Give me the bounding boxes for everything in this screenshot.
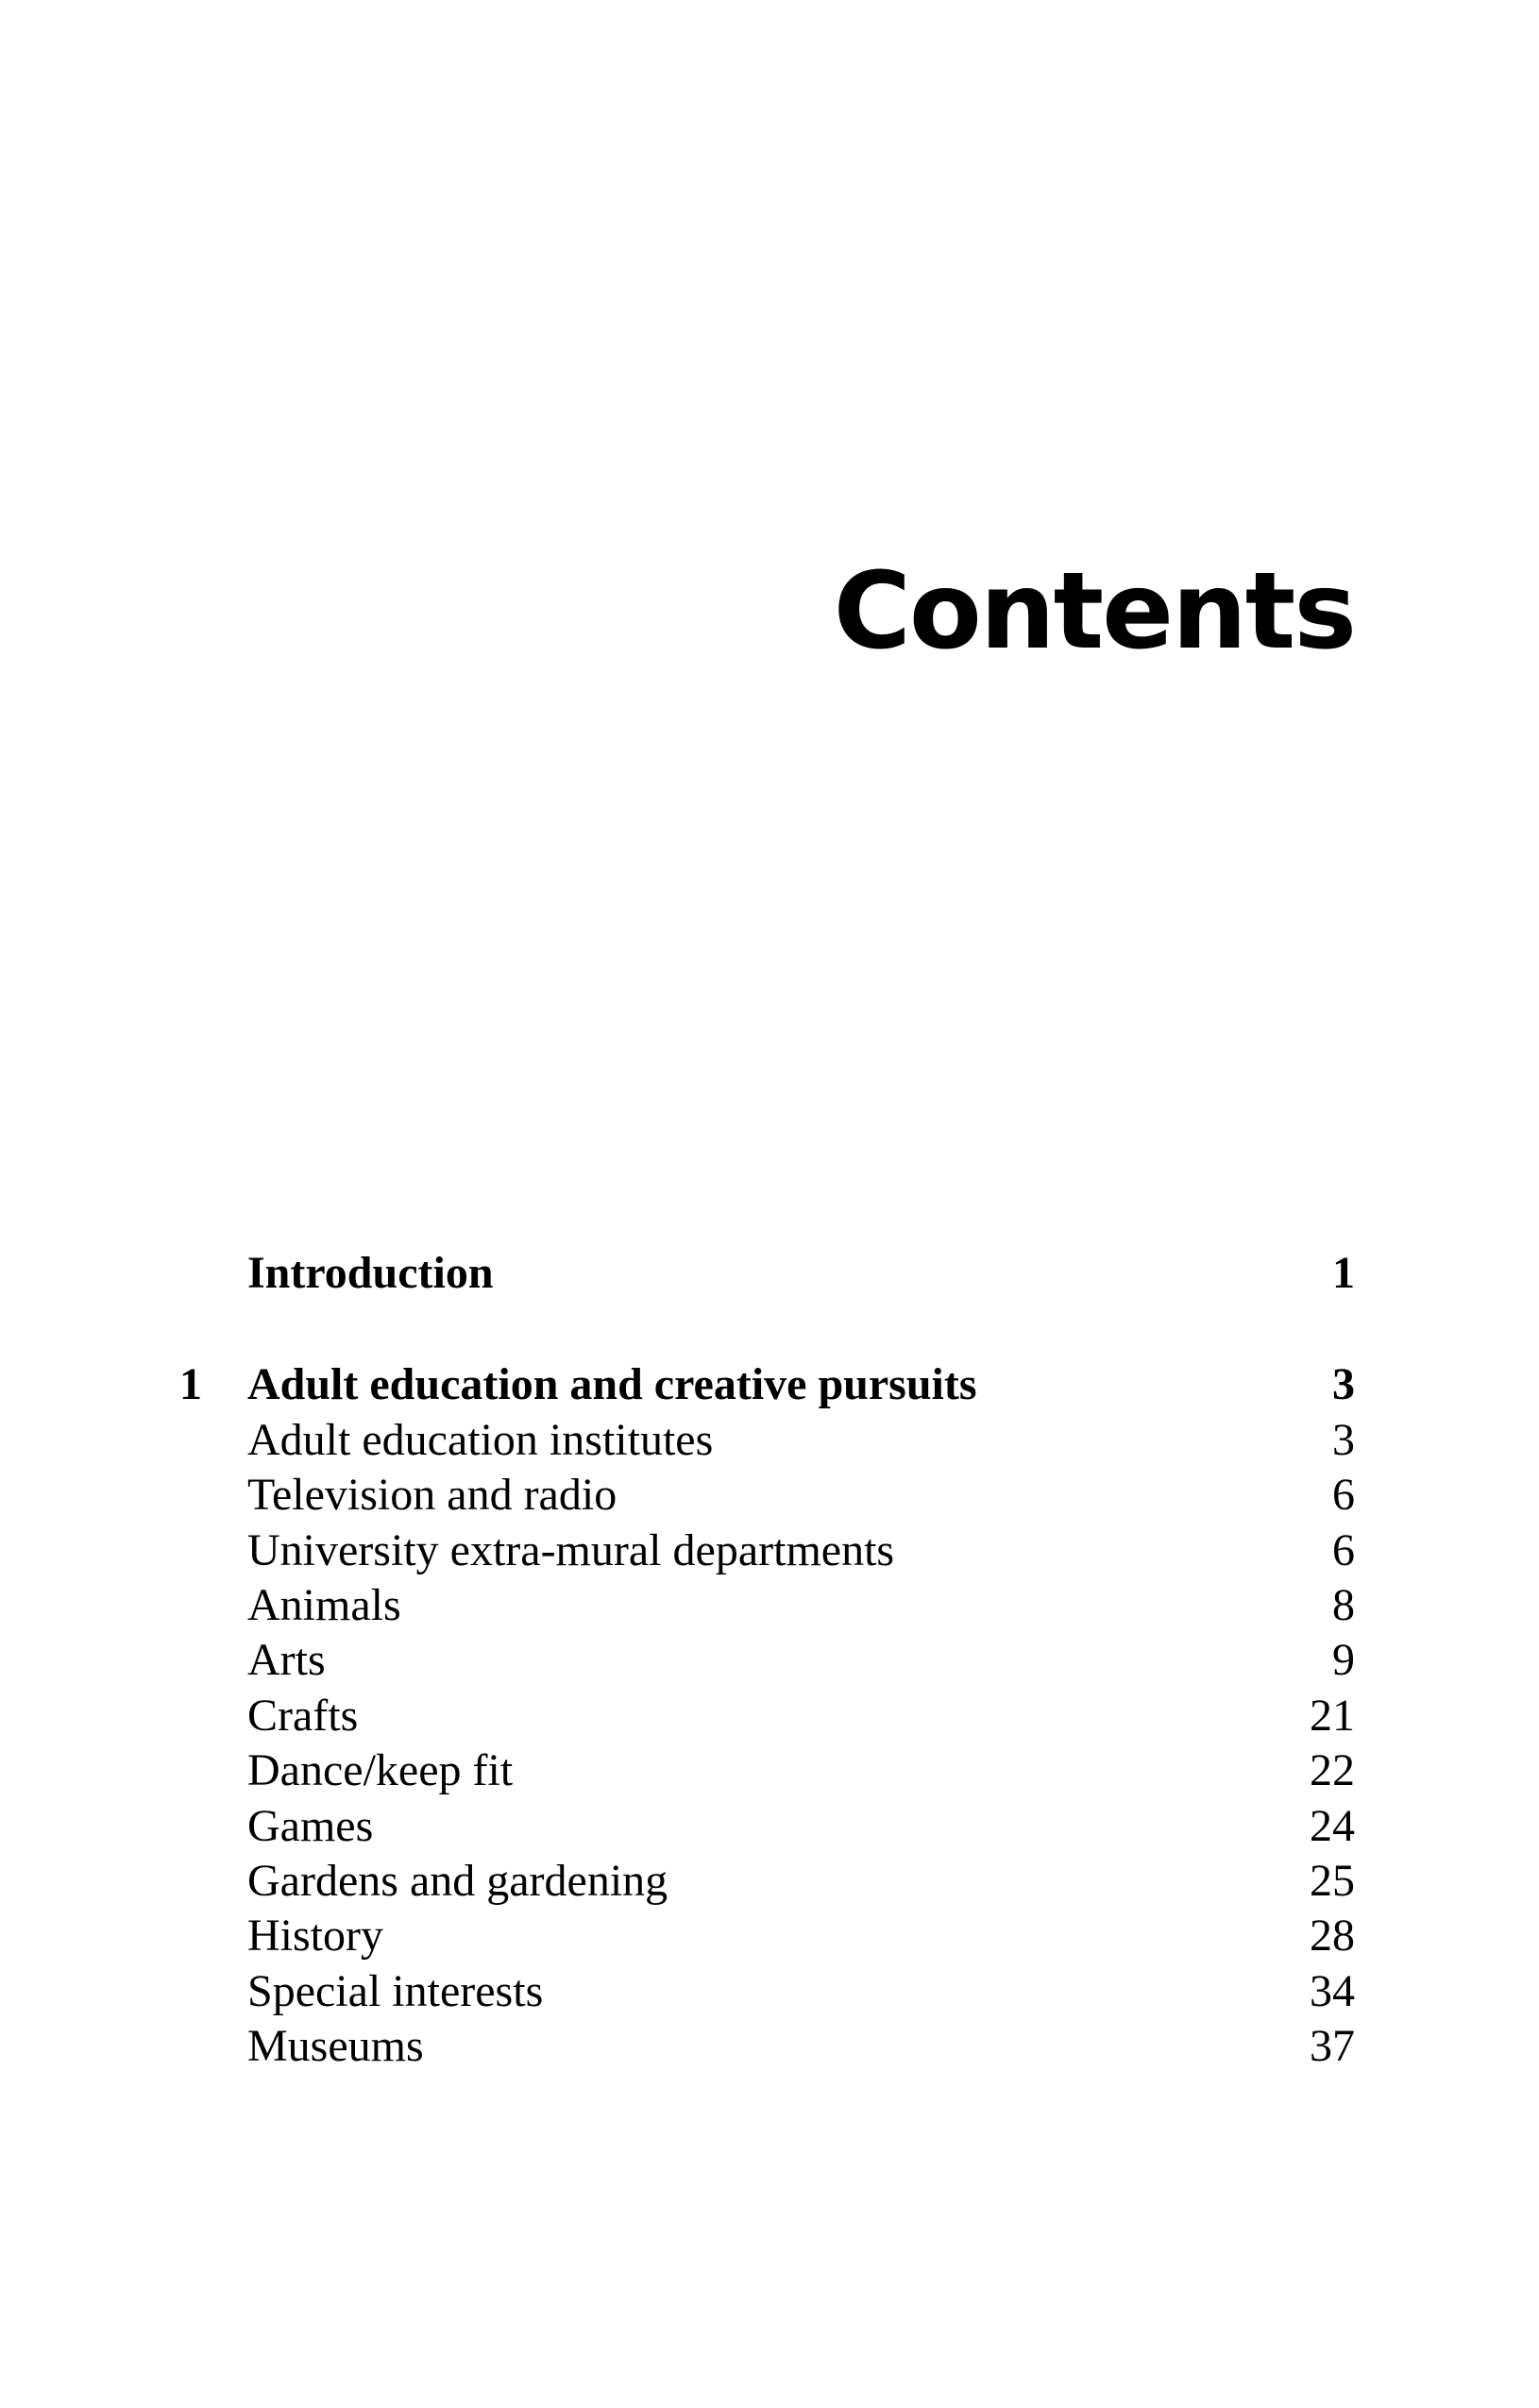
section-title: Dance/keep fit: [247, 1745, 514, 1796]
section-title: Gardens and gardening: [247, 1855, 668, 1906]
toc-page-number: 21: [1310, 1690, 1355, 1741]
toc-page-number: 6: [1332, 1470, 1355, 1521]
toc-entry-introduction[interactable]: [179, 1246, 1355, 1301]
toc-page-number: 28: [1310, 1911, 1355, 1962]
toc-page-number: 3: [1332, 1359, 1355, 1410]
section-title: Crafts: [247, 1690, 359, 1741]
section-title: Special interests: [247, 1965, 544, 2016]
toc-section[interactable]: [179, 1413, 1355, 1468]
section-title: Games: [247, 1800, 374, 1851]
chapter-title: Adult education and creative pursuits: [247, 1359, 977, 1410]
toc-page-number: 9: [1332, 1635, 1355, 1686]
toc-section[interactable]: [179, 1799, 1355, 1854]
toc-section[interactable]: [179, 1578, 1355, 1633]
toc-section[interactable]: [179, 1964, 1355, 2019]
toc-page-number: 25: [1310, 1855, 1355, 1906]
toc-page-number: 22: [1310, 1745, 1355, 1796]
toc-page-number: 1: [1332, 1248, 1355, 1298]
section-title: University extra-mural departments: [247, 1524, 895, 1575]
toc-chapter-1[interactable]: [179, 1357, 1355, 1412]
toc-page-number: 24: [1310, 1800, 1355, 1851]
section-title: Animals: [247, 1579, 401, 1630]
toc-page-number: 37: [1310, 2021, 1355, 2072]
toc-page-number: 3: [1332, 1414, 1355, 1465]
table-of-contents: [179, 1246, 1355, 2074]
toc-section[interactable]: [179, 1689, 1355, 1743]
section-title: Arts: [247, 1635, 326, 1686]
section-title: Adult education institutes: [247, 1414, 714, 1465]
page-title: Contents: [833, 550, 1355, 673]
section-title: Television and radio: [247, 1470, 617, 1521]
toc-page-number: 6: [1332, 1524, 1355, 1575]
section-title: History: [247, 1911, 383, 1962]
section-title: Museums: [247, 2021, 424, 2072]
toc-section[interactable]: [179, 1909, 1355, 1963]
toc-page-number: 8: [1332, 1579, 1355, 1630]
toc-section[interactable]: [179, 1468, 1355, 1523]
toc-section[interactable]: [179, 1743, 1355, 1798]
toc-section[interactable]: [179, 2019, 1355, 2074]
toc-section[interactable]: [179, 1524, 1355, 1578]
toc-section[interactable]: [179, 1854, 1355, 1909]
toc-entry-label: Introduction: [247, 1248, 494, 1298]
chapter-number: 1: [179, 1359, 202, 1410]
toc-page-number: 34: [1310, 1965, 1355, 2016]
toc-section[interactable]: [179, 1633, 1355, 1688]
